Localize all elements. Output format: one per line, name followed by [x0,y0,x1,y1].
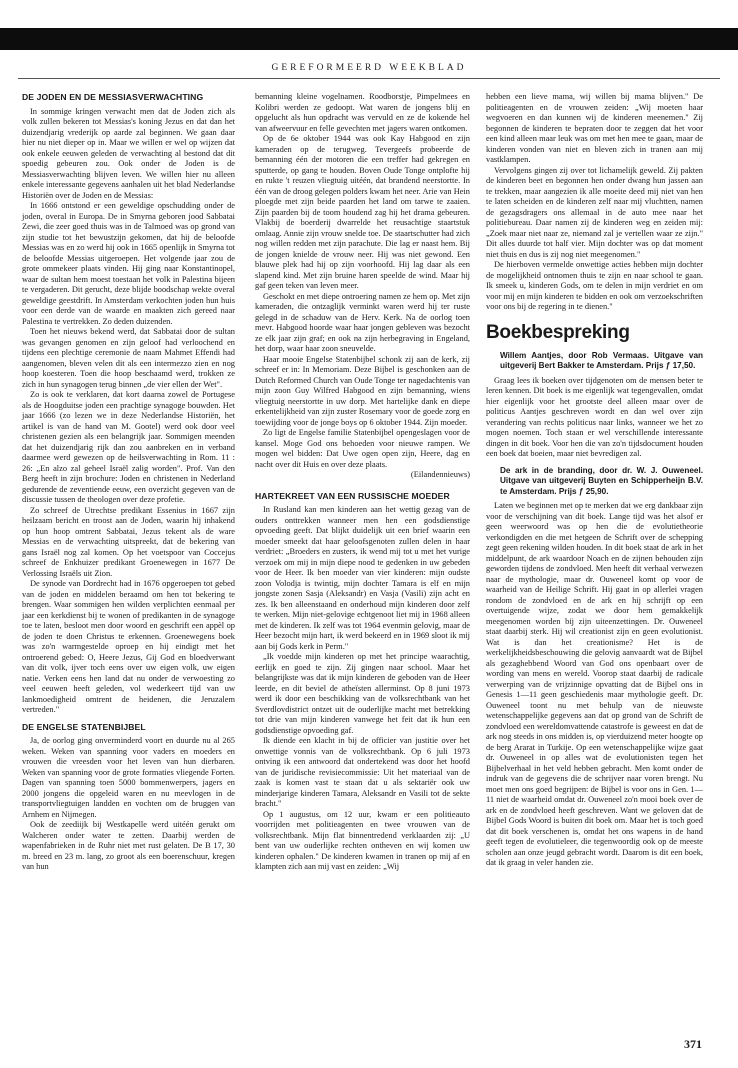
heading-engelse-statenbijbel: DE ENGELSE STATENBIJBEL [22,721,146,732]
paragraph: Zo is ook te verklaren, dat kort daarna zowel de Portugese als de Hoogduitse joden een prachtige synagoge bouwden. Het jaar 1666 (zo lezen we in deze Nederlandse Historiën, het artikel is van de hand van M. Gootel) werd ook door veel christenen gezien als een belangrijk jaar. Sommigen meenden dat het duizendjarig rijk dan zou aanbreken en in verband daarmee werd gewezen op de heilsverwachting in Rom. 11 : 26: „En alzo zal geheel Israël zalig worden". Prof. Van den Berg heeft in zijn brochure: Joden en christenen in Nederland gedurende de zeventiende eeuw, een overzicht gegeven van de discussie tussen de theologen over deze profetie. [22,390,235,504]
heading-hartekreet: HARTEKREET VAN EEN RUSSISCHE MOEDER [255,490,450,501]
paragraph: De synode van Dordrecht had in 1676 opgeroepen tot gebed van de joden en middelen beraamd om hen tot bekering te brengen. Waar sommigen hen wilden verplichten eenmaal per jaar een kerkdienst bij te wonen of predikanten in de synagoge toe te laten, besloot men door woord en geschrift een appèl op de joden te doen Christus te erkennen. Groenewegens boek was zo'n warmgestelde oproep en hij eindigt met het ontroerend gebed: O, Heere Jezus, Gij God en bloedverwant van dit volk, ijver toch eens over uw eigen volk, uw eigen natie. Verken eens hen land dat nu onder de verwoesting zo veel eeuwen heeft geleden, vol wederkeert tijd van uw lankmoedigheid omtrent de heidenen, die Jeruzalem vertreden." [22,579,235,714]
paragraph: Haar mooie Engelse Statenbijbel schonk zij aan de kerk, zij schreef er in: In Memoriam. Deze Bijbel is geschonken aan de Dutch Reformed Church van Oude Tonge ter nagedachtenis van mijn zoon Guy Wilfred Habgood en zijn bemanning, wiens vliegtuig neerstortte in uw dorp. Met hartelijke dank en diepe erkentelijkheid van zijn zuster Rosemary voor de goede zorg en toewijding voor de jonge boys op 6 oktober 1944. Zijn moeder. [255,354,470,427]
book-title-aantjes: Willem Aantjes, door Rob Vermaas. Uitgave van uitgeverij Bert Bakker te Amsterdam. Prijs ƒ 17,50. [500,350,703,370]
paragraph: In 1666 ontstond er een geweldige opschudding onder de joden, overal in Europa. De in Smyrna geboren jood Sabbatai Zewi, die zeer goed thuis was in de Talmoed was op grond van zijn studie tot het bewustzijn gekomen, dat hij de beloofde Messias was en zo werd hij ook in 1665 openlijk in Smyrna tot de beloofde Messias uitgeroepen. Het volgende jaar zou de grote ommekeer plaats vinden. Hij ging naar Konstantinopel, waar de sultan hem moest toestaan het volk in Palestina bijeen te vergaderen. Dit gerucht, deze blijde boodschap wekte overal geweldige geestdrift. In Amsterdam verkochten joden hun huis voor een derde van de waarde en maakten zich gereed naar Palestina te vertrekken. Zo deden duizenden. [22,201,235,326]
book-entry-header [486,351,703,372]
paragraph: Graag lees ik boeken over tijdgenoten om de mensen beter te leren kennen. Dit boek is me eigenlijk wat tegengevallen, omdat hier eigenlijk voor het grootste deel alleen maar over de politicus Aantjes geschreven wordt en dan wel over zijn verandering van rechts politicus naar links, wanneer we het zo mogen noemen. Toch staan er wel verschillende interessante dingen in dit boek. Voor hen die van zo'n tijdsdocument houden een boek dat boeien, maar niet bevredigen zal. [486,375,703,458]
paragraph: hebben een lieve mama, wij willen bij mama blijven." De politieagenten en de vrouwen zeiden: „Wij moeten haar wegvoeren en dan kunnen wij de kinderen meenemen." Zij begonnen de kinderen te bepraten door te zeggen dat het voor een kind alleen maar leuk was om met hen mee te gaan, maar de kinderen vonden van niet en bleven zich in tranen aan mij vastklampen. [486,92,703,164]
page-header: GEREFORMEERD WEEKBLAD [271,63,467,73]
paragraph: „Ik voedde mijn kinderen op met het principe waarachtig, eerlijk en goed te zijn. Zij gingen naar school. Maar het belangrijkste was dat ik mijn kinderen de geboden van de Heer leerde, en dit beviel de atheïsten allerminst. Op 8 juni 1973 werd ik door een beschikking van de volksrechtbank van het Sverdlovdistrict ontzet uit de ouderlijke macht met betrekking tot drie van mijn kinderen vanwege het feit dat ik hun een godsdienstige opvoeding gaf. [255,652,470,735]
paragraph: Ja, de oorlog ging onverminderd voort en duurde nu al 265 weken. Weken van spanning voor vaders en moeders en vrouwen die vreesden voor het leven van hun dierbaren. Weken van spanning voor de grote formaties vliegende Forten. Dagen van spanning toen 5000 bommenwerpers, jagers en 2000 jongens die opgeleid waren en nu meevlogen in de transportvliegtuigen landden en vochten om de bruggen van Arnhem en Nijmegen. [22,736,235,819]
paragraph: Op de 6e oktober 1944 was ook Kay Habgood en zijn kameraden op de terugweg. Tevergeefs probeerde de bemanning één der motoren die een treffer had gekregen en sputterde, op gang te houden. Boven Oude Tonge ontplofte hij en rukte 't reuzen vliegtuig uitéén, dat brandend neerstortte. In één van de droog gelegen polders kwam het neer. Arie van Hein ploegde met zijn beide paarden het land om tarwe te zaaien. Zijn paarden bij de toom houdend zag hij het drama gebeuren. Vlakbij de boerderij dwarrelde het reusachtige staartstuk omlaag. Annie zijn vrouw snelde toe. De staartschutter had zich nog willen redden met zijn parachute. Die lag er naast hem. Bij de jongen knielde de vrouw neer. Hij was niet gewond. Een blauwe plek had hij op zijn voorhoofd. Hij lag daar als een slapend kind. Met zijn bruine haren speelde de wind. Maar hij gaf geen teken van leven meer. [255,134,470,290]
column-2 [255,92,470,873]
book-title-ark: De ark in de branding, door dr. W. J. Ouweneel. Uitgave van uitgeverij Buyten en Schipperheijn B.V. te Amsterdam. Prijs ƒ 25,90. [500,465,703,496]
header-rule [18,78,720,79]
column-3 [486,92,703,869]
column-1 [22,92,235,873]
paragraph: Geschokt en met diepe ontroering namen ze hem op. Met zijn kameraden, die ontzaglijk verminkt waren werd hij ter ruste gelegd in de schaduw van de Herv. Kerk. Na de oorlog toen mevr. Habgood hoorde waar haar jongen gebleven was bezocht ze elk jaar zijn graf; en ook na zijn herbegraving in Engeland, het dorp, waar haar zoon sneuvelde. [255,291,470,353]
paragraph: bemanning kleine vogelnamen. Roodborstje, Pimpelmees en Kolibri werden ze gedoopt. Wat waren de jongens blij en opgelucht als hun opdracht was vervuld en ze de kokende hel van afweervuur en felle gevechten met jagers waren ontkomen. [255,92,470,133]
paragraph: Op 1 augustus, om 12 uur, kwam er een politieauto voorrijden met politieagenten en twee vrouwen van de volksrechtbank. Mijn flat binnentredend verklaarden zij: „U bent van uw ouderlijke rechten ontheven en wij komen uw kinderen ophalen." De kinderen kwamen in tranen op mij af en klampten zich aan mij vast en zeiden: „Wij [255,809,470,871]
page-number: 371 [684,1037,702,1051]
paragraph: Zo schreef de Utrechtse predikant Essenius in 1667 zijn heilzaam bericht en troost aan de Joden, waarin hij inhakend op hun hoop omtrent Sabbatai, Jezus tekent als de ware Messias en de verwachting uitspreekt, dat de bekering van gans Israël nog zal komen. Op het voetspoor van Coccejus schreef de Enkhuizer predikant Groenewegen in 1677 De Verlossing Israëls uit Zion. [22,505,235,578]
paragraph: Ik diende een klacht in bij de officier van justitie over het onwettige vonnis van de volksrechtbank. Op 6 juli 1973 ontving ik een antwoord dat ondertekend was door het hoofd van de juridische revisiecommissie: Uit het materiaal van de zaak is komen vast te staan dat u als sektariër ook uw minderjarige kinderen Tamara, Aleksandr en Vasili tot de sekte bracht." [255,736,470,808]
paragraph: In Rusland kan men kinderen aan het wettig gezag van de ouders onttrekken wanneer men hen een godsdienstige opvoeding geeft. Dat blijkt duidelijk uit een brief waarin een moeder smeekt dat haar geloofsgenoten zullen delen in haar verdriet: „Broeders en zusters, ik wend mij tot u met het vurige verzoek om mij in mijn diepe nood te gedenken in uw gebeden voor de Heer. Ik ben moeder van vier kinderen: mijn oudste zoon Volodja is twintig, mijn dochter Tamara is elf en mijn jongste zonen Sasja (Aleksandr) en Vasja (Vasili) zijn acht en zes. Ik ben alleenstaand en onderhoud mijn kinderen door zelf te werken. Mijn niet-gelovige echtgenoot liet mij in 1968 alleen met de kinderen. Ik zelf was tot 1964 evenmin gelovig, maar de Heer bezocht mijn hart, ik werd bekeerd en in 1969 sloot ik mij aan bij Gods kerk in Perm." [255,505,470,651]
paragraph: In sommige kringen verwacht men dat de Joden zich als volk zullen bekeren tot Messias's koning Jezus en dat dan het duizendjarig vrederijk op aarde zal beginnen. We gaan daar hier nu niet dieper op in. Maar we willen er wel op wijzen dat ook enkele eeuwen geleden de verwachting al bestond dat dit spoedig gebeuren zou. Ook onder de Joden is de Messiasverwachting blijven leven. We willen hier nu alleen enkele interessante gegevens aanhalen uit het blad Nederlandse Historiën over de Joden en de Messias: [22,106,235,200]
book-entry-header [486,466,703,498]
paragraph: Laten we beginnen met op te merken dat we erg dankbaar zijn voor de verschijning van dit boek. Lange tijd was het alsof er geen weerwoord was op hen die de evolutietheorie verkondigden en die met hetgeen de Schrift over de schepping zegt geen rekening wilden houden. In dit boek staat de ark in het middelpunt, de ark waardoor Noach en de zijnen behouden zijn geworden tijdens de zondvloed. Men heeft dit verhaal verwezen naar de mythologie, maar dr. Ouweneel komt op voor de waarheid van de Heilige Schrift. Hij gaat in op allerlei vragen rondom de zondvloed en de ark en hij schrijft op een overtuigende wijze, zodat we door hem gemakkelijk meegenomen worden bij zijn uiteenzettingen. Dr. Ouweneel staat daarbij sterk. Hij wil creationist zijn en geen evolutionist. Wat is dan het creationisme? Het is de werkelijkheidsbeschouwing die gelovig aanvaardt wat de Bijbel als gezaghebbend Woord van God ons openbaart over de wording van mens en wereld. Voorop staat daarbij de radicale verwerping van de vrijzinnige opvatting dat de Bijbel ons in Genesis 1—11 geen geschiedenis maar mythologie geeft. Dr. Ouweneel toont nu met behulp van de nieuwste wetenschappelijke gegevens aan dat op grond van de Schrift de zondvloed een wereldomvattende catastrofe is geweest en dat de ark nog steeds in ons midden is, op vierduizend meter hoogte op de berg Ararat in Turkije. Op een wetenschappelijke wijze gaat dr. Ouweneel in op alles wat de evolutionisten tegen het Bijbelverhaal in het veld hebben gebracht. Men komt onder de indruk van de gegevens die de schrijver naar voren brengt. Nu moet men ons goed begrijpen: de Bijbel is voor ons in Gen. 1—11 niet de waarheid omdat dr. Ouweneel zo'n mooi boek over de ark en de zondvloed heeft geschreven. Want we geloven dat de Bijbel Gods Woord is buiten dit boek om. Maar het is toch goed dat dit boek verschenen is, omdat het ons wapens in de hand geeft tegen de evolutieleer, die tegenwoordig ook op de meeste scholen aan onze jeugd gebracht wordt. Daarom is dit een boek, dat ik graag in veler handen zie. [486,501,703,867]
section-title-boekbespreking: Boekbespreking [486,321,630,343]
paragraph: Zo ligt de Engelse familie Statenbijbel opengeslagen voor de kansel. Moge God ons behoeden voor nieuwe rampen. We mogen wel bidden: Dat Uwe ogen open zijn, Heere, dag en nacht over dit Huis en over deze plaats. [255,428,470,469]
paragraph: De hierboven vermelde onwettige acties hebben mijn dochter de mogelijkheid ontnomen thuis te zijn en naar school te gaan. Ik smeek u, kinderen Gods, om te delen in mijn verdriet en om voor mij en mijn kinderen te bidden en ook om verzoekschriften voor ons bij de regering in te dienen." [486,260,703,311]
heading-joden-messias: DE JODEN EN DE MESSIASVERWACHTING [22,92,204,102]
paragraph: Toen het nieuws bekend werd, dat Sabbatai door de sultan was gevangen genomen en zijn geloof had verloochend en tijdens een plechtige ceremonie de naam Mahmet Effendi had aangenomen, bleven velen dit als een intermezzo zien en nog hoop koesteren. Toen die hoop beschaamd werd, trokken ze zich in hun synagogen terug binnen „de vier ellen der Wet". [22,327,235,389]
source-credit: (Eilandennieuws) [410,470,470,479]
paragraph: Ook de zeediijk bij Westkapelle werd uitéén gerukt om Walcheren onder water te zetten. Daarbij werden de wapenfabrieken in de Ruhr niet met rust gelaten. De B 17, 30 m. breed en 23 m. lang, zo groot als een boerenschuur, kregen van hun [22,820,235,871]
paragraph: Vervolgens gingen zij over tot lichamelijk geweld. Zij pakten de kinderen beet en begonnen hen onder dwang hun jassen aan te trekken, maar aangezien ik alle moeite deed mij niet van hen te laten scheiden en de kinderen zelf naar mij vluchtten, namen de gezagsdragers ons allemaal in de auto mee naar het politiebureau. Daar namen zij de kinderen weg en zeiden mij: „Zoek maar niet naar ze, niemand zal je vertellen waar ze zijn." Dit alles duurde tot half vier. Mijn dochter was op dat moment niet thuis en dus is zij nog niet meegenomen." [486,165,703,259]
top-black-band [0,28,738,50]
